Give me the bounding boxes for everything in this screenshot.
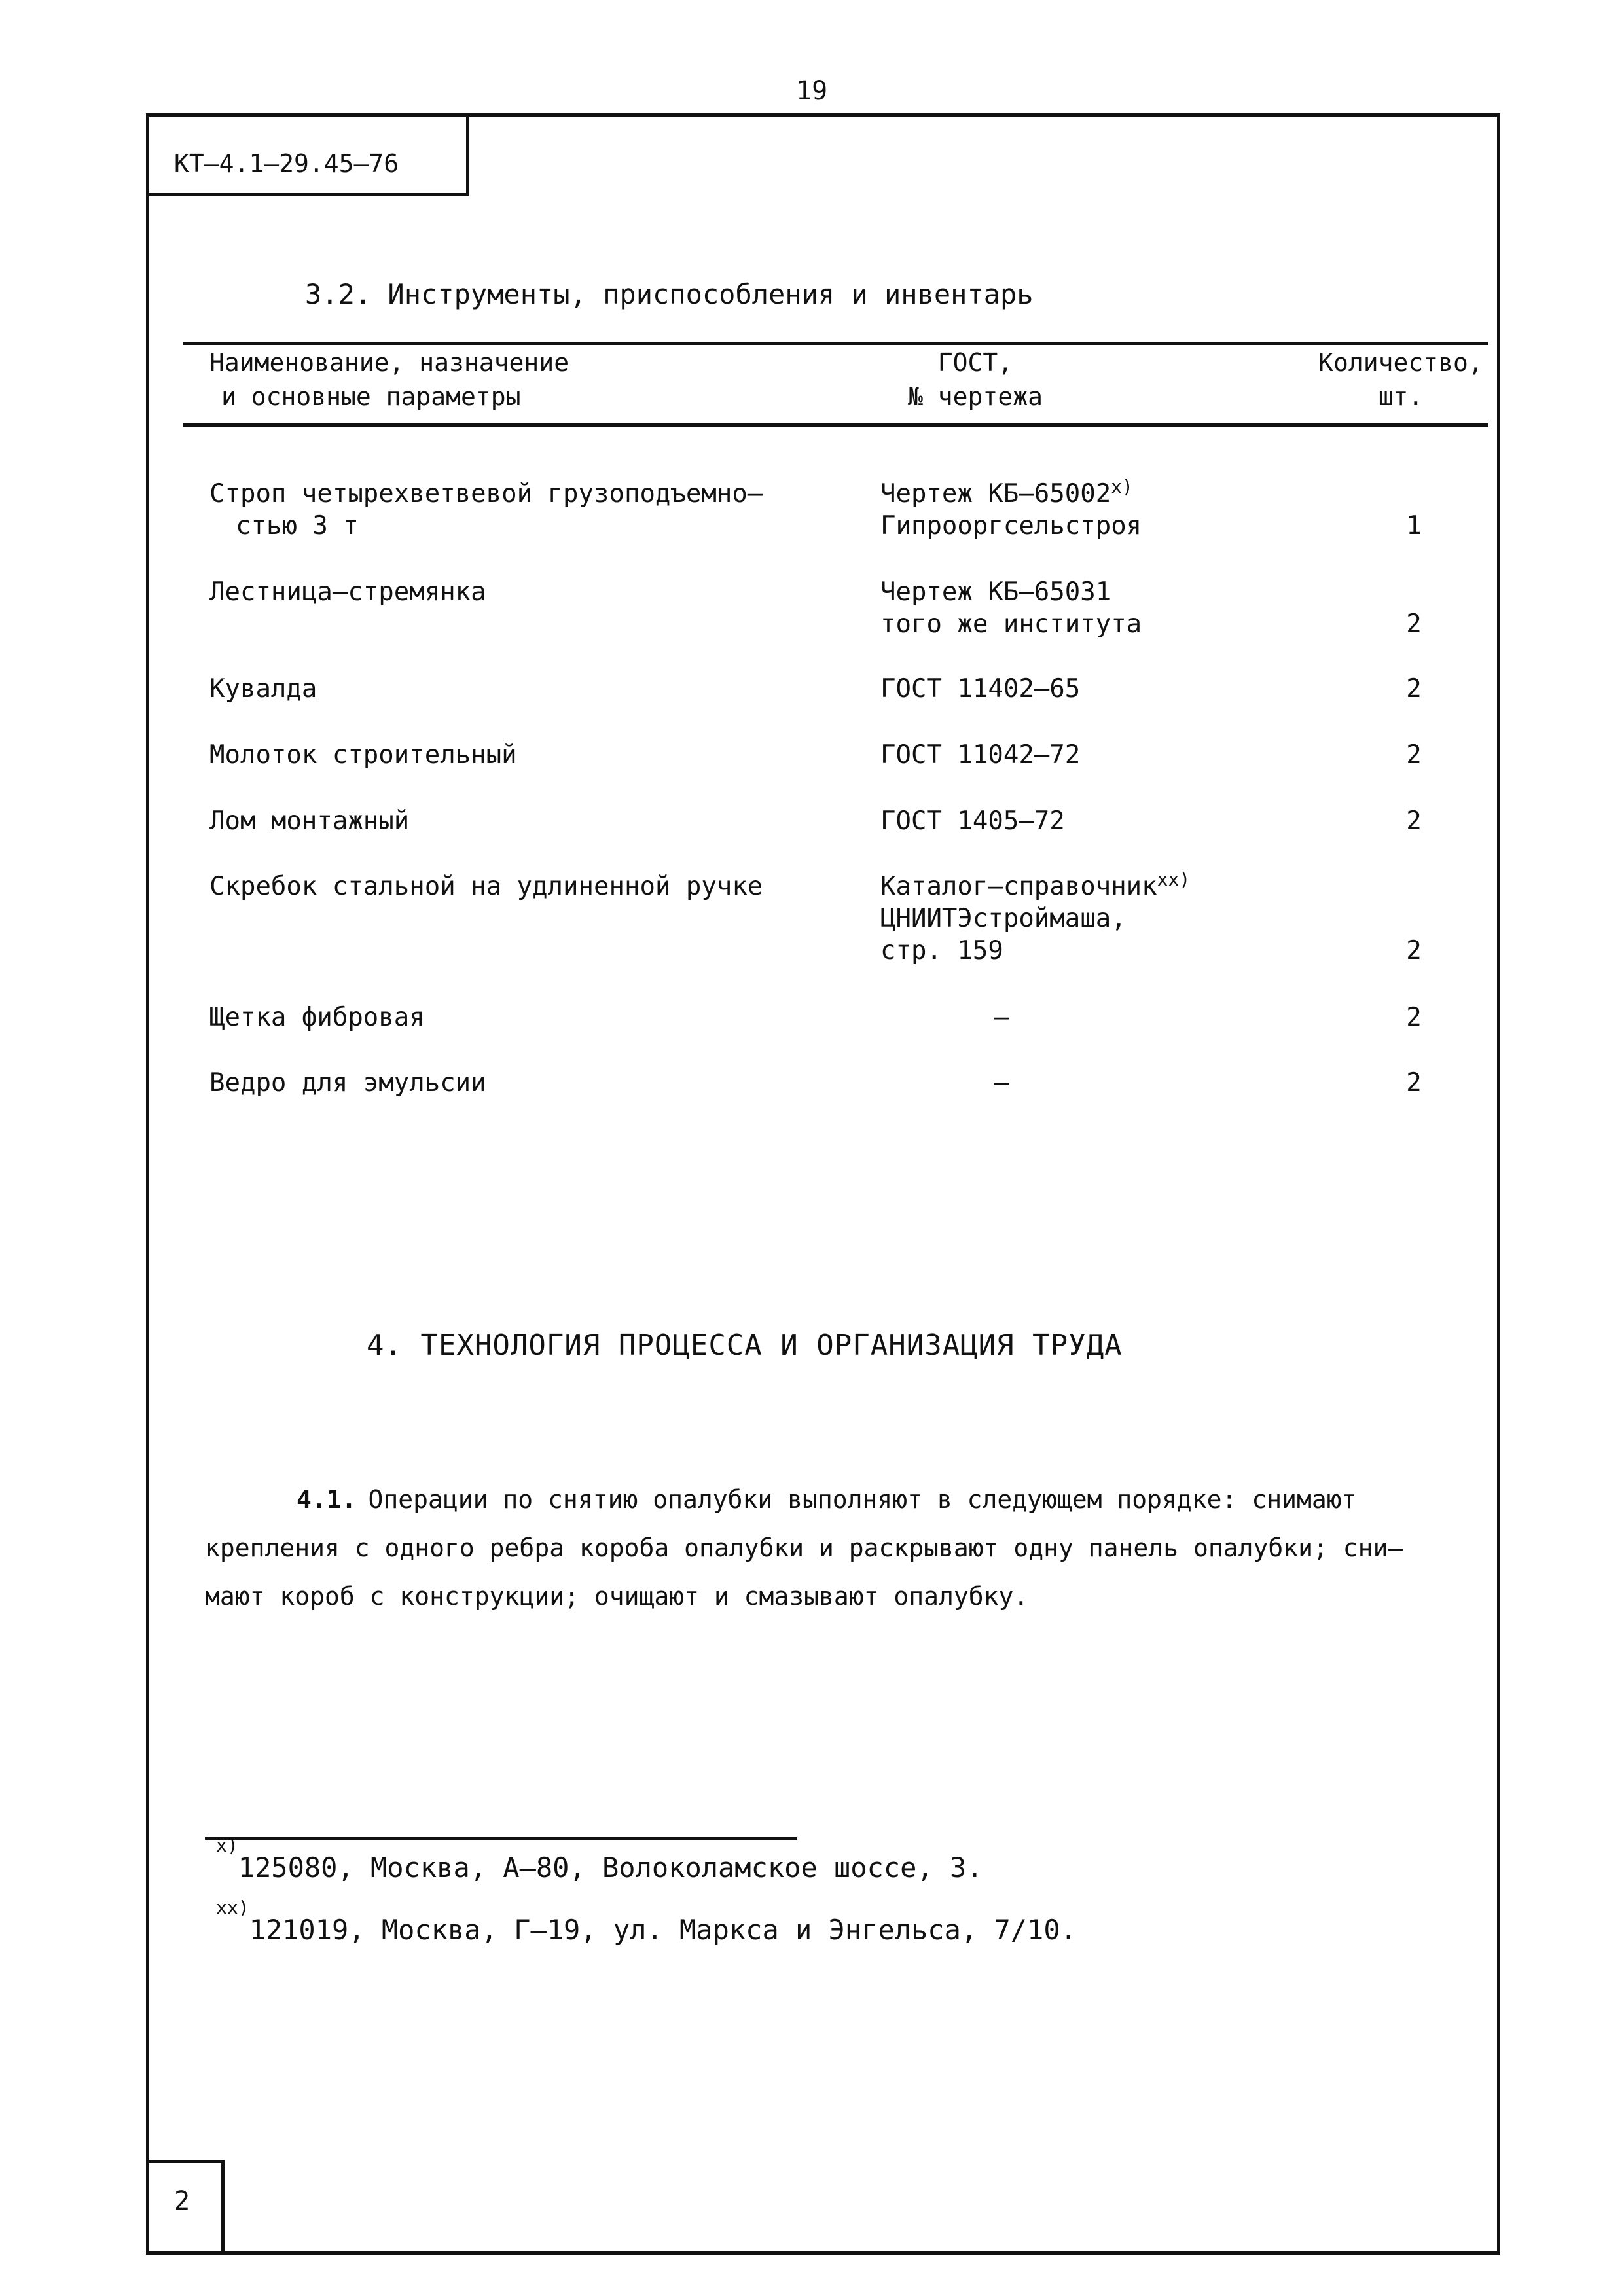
footnote-text: 121019, Москва, Г–19, ул. Маркса и Энгельса, 7/10. (249, 1914, 1077, 1946)
table-row-gost (880, 576, 1142, 640)
row-gost-line: Гипрооргсельстроя (880, 511, 1142, 541)
row-name-line: Строп четырехветвевой грузоподъемно– (209, 479, 763, 509)
table-row-name: Щетка фибровая (209, 1003, 425, 1032)
section-heading: 3.2. Инструменты, приспособления и инвентарь (305, 278, 1034, 310)
table-row-quantity: 2 (1406, 1068, 1422, 1098)
table-row-name: Ведро для эмульсии (209, 1068, 486, 1098)
footnote (216, 1835, 983, 1884)
table-row-gost: – (994, 1003, 1009, 1032)
table-row-quantity: 2 (1406, 1003, 1422, 1032)
footnote-marker: х) (216, 1835, 238, 1856)
row-gost-line: ЦНИИТЭстроймаша, (880, 904, 1127, 933)
row-gost-line: Чертеж КБ–65002 (880, 479, 1111, 509)
table-row-quantity: 2 (1406, 609, 1422, 639)
chapter-heading: 4. ТЕХНОЛОГИЯ ПРОЦЕССА И ОРГАНИЗАЦИЯ ТРУДА (367, 1329, 1123, 1362)
table-row-gost: ГОСТ 1405–72 (880, 806, 1065, 836)
row-gost-line: стр. 159 (880, 936, 1003, 965)
table-row-name: Лестница–стремянка (209, 577, 486, 607)
column-header-name (209, 346, 569, 414)
paragraph-line: Операции по снятию опалубки выполняют в следующем порядке: снимают (368, 1485, 1357, 1514)
footnote-text: 125080, Москва, А–80, Волоколамское шоссе, 3. (238, 1852, 983, 1884)
paragraph-line: мают короб с конструкции; очищают и смазывают опалубку. (205, 1582, 1029, 1611)
table-row-quantity: 2 (1406, 740, 1422, 770)
paragraph-number: 4.1. (297, 1485, 357, 1514)
table-header-rule (183, 423, 1488, 427)
column-header-gost (877, 346, 1074, 414)
column-header-gost-line: ГОСТ, (937, 348, 1013, 377)
table-row-gost: ГОСТ 11042–72 (880, 740, 1081, 770)
table-row-gost (880, 870, 1190, 967)
column-header-name-line: Наименование, назначение (209, 348, 569, 377)
table-row-quantity: 2 (1406, 674, 1422, 704)
sheet-number: 2 (174, 2186, 190, 2216)
row-gost-line: того же института (880, 609, 1142, 639)
row-gost-line: Каталог–справочник (880, 872, 1157, 901)
column-header-quantity-line: шт. (1378, 382, 1424, 411)
column-header-name-line: и основные параметры (221, 382, 521, 411)
footnote-marker: хх) (216, 1897, 249, 1918)
row-gost-line: Чертеж КБ–65031 (880, 577, 1111, 607)
column-header-gost-line: № чертежа (908, 382, 1043, 411)
footnote-marker: х) (1111, 476, 1133, 497)
table-row-gost (880, 478, 1142, 542)
table-row-name: Кувалда (209, 674, 317, 704)
paragraph-4-1 (205, 1475, 1435, 1621)
table-row-name: Молоток строительный (209, 740, 517, 770)
row-name-line: стью 3 т (236, 511, 359, 541)
table-top-rule (183, 342, 1488, 345)
table-row-name: Скребок стальной на удлиненной ручке (209, 872, 763, 901)
table-row-gost: – (994, 1068, 1009, 1098)
column-header-quantity-line: Количество, (1318, 348, 1483, 377)
table-row-quantity: 2 (1406, 806, 1422, 836)
column-header-quantity (1303, 346, 1499, 414)
table-row-quantity: 1 (1406, 511, 1422, 541)
paragraph-line: крепления с одного ребра короба опалубки и раскрывают одну панель опалубки; сни– (205, 1534, 1403, 1562)
footnote-marker: хх) (1157, 869, 1191, 890)
footnote (216, 1897, 1077, 1946)
table-row-quantity: 2 (1406, 936, 1422, 965)
document-code: КТ–4.1–29.45–76 (174, 149, 399, 178)
page-number: 19 (796, 76, 828, 106)
table-row-gost: ГОСТ 11402–65 (880, 674, 1081, 704)
table-row-name (209, 478, 763, 542)
table-row-name: Лом монтажный (209, 806, 410, 836)
